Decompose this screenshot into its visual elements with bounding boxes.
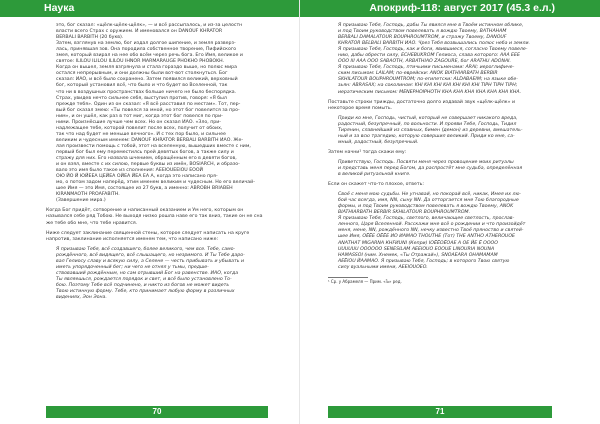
text-line: власти всего Страх с оружием. И именовался он DANOUF KHRATOR	[56, 29, 223, 35]
text-line: это, бог сказал: «щёлк-щёлк-щёлк», — и всё рассыпалось, и из-за целостн	[56, 23, 243, 28]
text-line: мо, о потом задом наперёд, этим именем великим и чудесным. Но его величай-	[56, 180, 255, 186]
text-line: шее Имя — это Имя, состоящее из 27 букв, а именно: ABROBH BRIABEH	[56, 186, 233, 192]
text-line: назывался себе ряд Тобою. Не выходя низко рошла наве его так вниз, такие он не сна	[46, 214, 263, 220]
text-line: ООО III AAA ООО SABAOTH, ARBATHIAO ZAGOURE, бог ARATHU ADONAI.	[338, 59, 512, 65]
text-line: BIATHIARBATH BERBIR SKHILATOUR BOUPHROUMTROM.	[338, 210, 471, 216]
left-quote-block	[56, 23, 268, 204]
text-line: Своё с меня мою судьбы. Не угнавай, но покорай всё, никак, Имея их лю-	[338, 192, 522, 198]
text-line: ОЮ ЙО Й ЮЙЕЕА ЦЕЙЕА ОЙЕА ЙЕА ЕА А, когда это написано пря-	[56, 174, 218, 180]
text-line: Я призываю Тебя, Господь, как и боги, явившиеся, согласно Твоему повеле-	[338, 47, 528, 53]
text-line: KIRANMAOTH PROAFABITH.	[56, 192, 120, 198]
text-line: Я призываю Тебя, всё создавшего, более великого, чем все. Тебе, само-	[56, 246, 236, 252]
text-line: Если он скажет что-то плохое, ответь:	[328, 182, 425, 188]
text-line: силу вуальными имени, AEEIOUOEO.	[338, 264, 428, 270]
text-line: меня, мене, NN, рождённого NN, нечку известно Твоё пряноство и святей-	[338, 228, 524, 234]
text-line: бог, который установил всё, что было и что будет во Вселенной, так	[56, 83, 228, 89]
text-line: АЕЁIOU ЙААМАО. Я призываю Тебя, Господь; в которого Твою святую	[338, 258, 510, 264]
text-line: вый бог сказал змею: «Ты повелся за мной, но этот бог повелится за про-	[56, 107, 240, 113]
right-invocation-block-4	[338, 192, 552, 271]
text-line: же тебе обо мне, что тебе нравится.	[46, 220, 138, 226]
text-line: вал Гелиосу славу и всякую силу, а Селене — честь прибывать и убывать и	[56, 258, 245, 264]
text-line: святое: ILILOU ILILOU ILILOU IHNOR MARMARAUGE PHOKHO PHOBOKH.	[56, 59, 225, 65]
text-line: НАМАSSOI (ним. Хнемек, «Ты Отражай»), SNOAEARА ОНАМАМАМ	[338, 252, 498, 258]
text-line: некоторое время помыть.	[328, 105, 393, 111]
text-line: Я призываю Тебя, Господь, дабы Ты явился мне в Твоём истинном облике,	[338, 23, 524, 28]
text-line: радостный, безупречный, по вольности. И прояви Тебе, Господь, Тидил	[338, 121, 517, 127]
text-line: лась, принявшая зов. Она породила собственное творение, Пифийского	[56, 47, 237, 53]
right-page-number: 71	[328, 406, 552, 418]
paragraph	[46, 231, 268, 243]
text-line: UUUUUU ОООООО SENESILAM AEEIOUO EOOUE LINOURIA NOUNA	[338, 246, 495, 252]
text-line: формы, и под Твоим руководством повелевать я вождю Твоему, ANOK	[338, 204, 514, 210]
text-line: BERBALI BARBITH (20 букв).	[56, 35, 124, 41]
text-line: Когда Бог придёт, сотворение и написанный оказанием и Ум него, которым он	[46, 208, 244, 214]
left-page-header: Наука	[0, 0, 300, 17]
text-line: бою. Поэтому Тебе всё подчинено, и никто из богов не может видеть	[56, 282, 230, 288]
right-invocation-block-2	[338, 116, 552, 146]
text-line: нию, дабы обрести силу, ECHEBUKROM Гелиоса, слава которого: AAA ЕЕЕ	[338, 53, 520, 59]
text-line: так что над будет не меньше вечного». И с тех пор было, и сильнее	[56, 131, 226, 137]
text-line: иметь упорядоченный бег; ни чего не отнял у тьмы, предше-	[56, 264, 209, 270]
right-instruction-block	[328, 100, 552, 112]
text-line: Когда он вышел, земля взгрянула и стала гораздо выше, но полюс мира	[56, 65, 237, 71]
right-page-body	[328, 23, 552, 284]
text-line: видениях, Эон Эона.	[56, 295, 107, 301]
left-page-number: 70	[46, 406, 268, 418]
left-page-body	[46, 23, 268, 301]
paragraph	[56, 247, 268, 301]
text-line: остался непрерывным, и они должны были вот-вот столкнуться. Бог	[56, 71, 228, 77]
text-line: великим и чудесным именем: DANOUF KHRATOR BERBALI BARBITH ИАО. Же-	[56, 137, 244, 143]
text-line: ный и за всю трагедию, которую совершил великий. Приди ко мне, са-	[338, 133, 515, 139]
text-line: вало это имя было такое из сполнения: AEEIOUEEIOU ЕООЙ	[56, 168, 204, 174]
text-line: первый бог был ему переместилсь прей девятых богов, а также силу и	[56, 149, 234, 155]
footnote-rule	[328, 277, 368, 278]
text-line: Твою истинную форму. Тебе, кто принимает любую форму в различных	[56, 288, 235, 294]
text-line: Тирянин, славнейший из славных, бимен (демон) из деревни, вмешатель-	[338, 127, 523, 133]
text-line: мный, радостный, безупречный.	[338, 139, 419, 145]
paragraph	[46, 208, 268, 226]
text-line: надлежащее тебе, которой повелит после всех, получит от обоих,	[56, 125, 223, 131]
text-line: ним», и он ушёл, как раз в тот миг, когда этот бог повелся по при-	[56, 113, 223, 119]
right-invocation-block-3	[338, 160, 552, 178]
text-line: напротив, заклинание исполняется именем тем, что написано ниже:	[46, 236, 219, 242]
text-line: что ни в воздушных пространствах больше ничего не было беспорядка.	[56, 89, 237, 95]
text-line: зьян: ABRASAX; на соколином: KHI KHI KHI KHI KHI KHI KHI TIPH TIPH TIPH;	[338, 83, 518, 89]
text-line: лая произвести помощь с тобой, этот на вселенную, вышедших вместе с ним,	[56, 143, 251, 149]
text-line: Поставьте строки трижды, достаточно долго издавай звук «щёлк-щёлк» и	[328, 99, 516, 105]
text-line: ствовавший рождённым, но сам отрывший Бог на равенстве. ИАО, когда	[56, 270, 239, 276]
text-line: Затем начни¹ тогда скажи ему:	[328, 149, 407, 155]
text-line: Я призываю Тебя, Господь, светлого, величающее светлость, прослав-	[338, 216, 515, 222]
right-page-header: Апокриф-118: август 2017 (45.3 е.л.)	[300, 0, 600, 17]
text-line: змея, который взирал на нее обо всём через речь бога. Его Имя, великое и	[56, 53, 243, 59]
footnote: ¹ Ср. у Абрамеля — Прим. «Ъ» ред.	[328, 278, 402, 284]
text-line: АNАTНАТ МIGАRNА КНFИUNI (Кепри) IОЁЁОЁОАЕ А ОЕ ЙЕ Ё ОООО	[338, 240, 498, 246]
text-line: Страх, увидев нечто сильнее себя, выступил против, говоря: «Я был	[56, 95, 227, 101]
text-line: ским письмом: LAILAM; по-еврейски: ANOK BIATHIARBATH BERBIR	[338, 71, 498, 77]
text-line: BERBALI DAMALATOUR BOUPHROUMTROM, и стражу Твоему, DANOUF	[338, 35, 507, 41]
text-line: ленного, Царя Вселенной. Расскажи мне всё о рождении и что произойдёт	[338, 222, 526, 228]
text-line: Затем, взглянув на землю, бог издал долгое шипение, и земля разверз-	[56, 41, 236, 47]
text-line: бой час всегда, имя, NN, сыну NN. Да отторгается мне Тою благородные	[338, 198, 519, 204]
text-line: прежде тебя». Один из он сказал: «Я всё расставил по местам». Тот, пер-	[56, 101, 241, 107]
text-line: KHRATOR BELBALI BARBITH ИАО. Чрез Тебя возвышались полюс неба и земли.	[338, 41, 531, 47]
text-line: в великой ритуальной книге.	[338, 172, 411, 178]
text-line: сказал: ИАО, и всё было сохранено. Затем появился великий, верховный	[56, 77, 238, 83]
text-line: и под Твоим руководством повелевать я вождю Твоему, ВАТНАНАМ	[338, 29, 507, 35]
text-line: иератическим письмом: MENEPHOIPHOTH KHA KHA KHA KHA KHA KHA KHA.	[338, 89, 522, 95]
text-line: ними. Произнёсшие лучше чем всех. Но он сказал ИАО. «Зло, при-	[56, 119, 221, 125]
text-line: и представь меня перед Богом, да распростёт мне судьба, определённая	[338, 165, 523, 171]
right-invocation-block-1	[338, 23, 552, 96]
text-line: Приветствую, Господь. Посвяти меня через провоцение моих ритуалы	[338, 159, 514, 165]
right-page	[300, 0, 600, 424]
text-line: SKHILATOUR BOUPHROUMTROM; по-египетски: ALDABAEIM; на языке обе-	[338, 77, 518, 83]
text-line: рождённого, всё видящего, всё слышащего, но незримого. И Ты Тебе даро-	[56, 252, 245, 258]
text-line: стражу для них. Его назвала шчением, обращённым его в девяти богов,	[56, 156, 237, 162]
text-line: и он взял, вместе с их силою, первые буквы из имён, BOSIARCH, и образо-	[56, 162, 240, 168]
text-line: шее Имя, ОЁЁЕ ОЁЁЕ ИО ИАМАО ТНОUТНЕ (Тот) ТНЕ АNTHO АТНЕRОUОЕ	[338, 234, 516, 240]
text-line: Я призываю Тебя, Господь, птичьими письменами: ARAI; иероглифиче-	[338, 65, 515, 71]
text-line: Ниже следует заклинание священной стены, которое следует написать на круге	[46, 230, 250, 236]
left-paragraphs	[46, 208, 268, 301]
text-line: (Завершение мира.)	[56, 198, 106, 204]
text-line: Приди ко мне, Господь, чистый, который не совершает никакого вреда,	[338, 115, 518, 121]
text-line: Ты являешься, рождается порядок и свет, и всё было установлено То-	[56, 276, 232, 282]
